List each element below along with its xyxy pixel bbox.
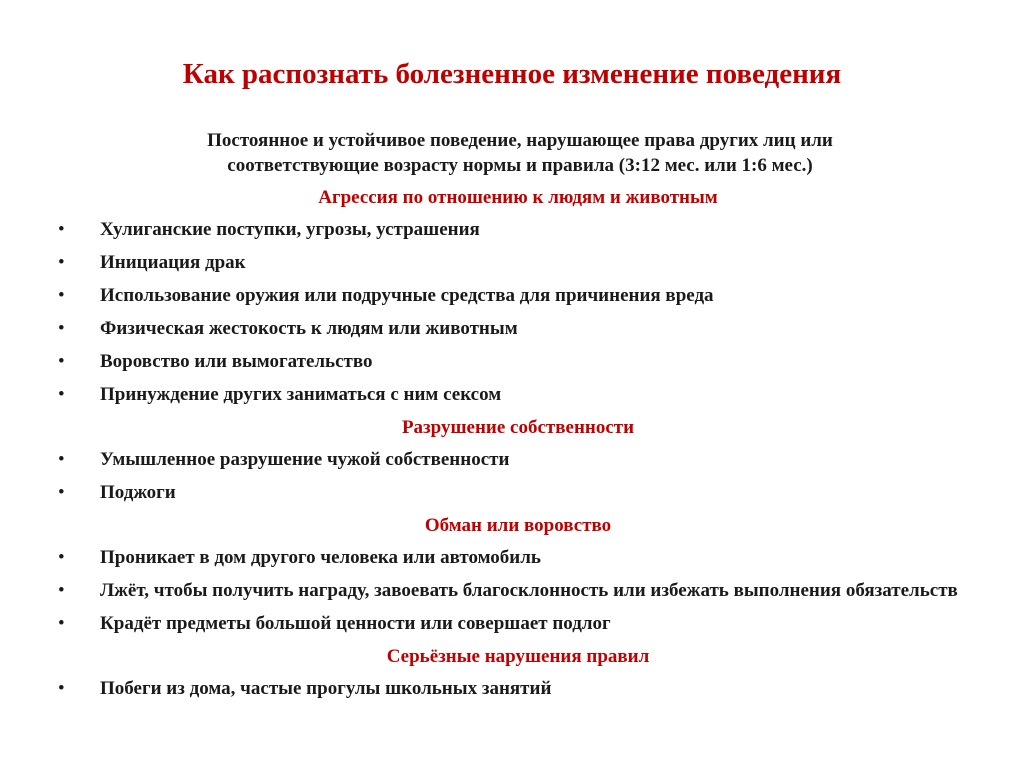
bullet-icon: •: [58, 318, 65, 339]
list-item-text: Принуждение других заниматься с ним сексом: [100, 384, 502, 405]
section-heading: Обман или воровство: [424, 515, 612, 536]
list-item: [58, 448, 978, 472]
list-item-text: Использование оружия или подручные средства для причинения вреда: [100, 285, 714, 306]
bullet-icon: •: [58, 613, 65, 634]
list-item-text: Побеги из дома, частые прогулы школьных занятий: [100, 678, 552, 699]
bullet-icon: •: [58, 482, 65, 503]
slide-title: Как распознать болезненное изменение поведения: [182, 58, 842, 90]
list-item: [58, 612, 978, 636]
list-item: [58, 284, 978, 308]
intro-text: Постоянное и устойчивое поведение, нарушающее права других лиц или соответствующие возрасту нормы и правила (3:12 мес. или 1:6 мес.): [207, 130, 833, 176]
list-item: [58, 546, 978, 570]
list-item: [58, 677, 978, 701]
bullet-icon: •: [58, 449, 65, 470]
bullet-icon: •: [58, 547, 65, 568]
list-item-text: Проникает в дом другого человека или автомобиль: [100, 547, 541, 568]
bullet-icon: •: [58, 384, 65, 405]
list-item-text: Крадёт предметы большой ценности или совершает подлог: [100, 613, 611, 634]
bullet-icon: •: [58, 252, 65, 273]
section-heading: Агрессия по отношению к людям и животным: [318, 187, 718, 208]
list-item: [58, 218, 978, 242]
section-heading: Разрушение собственности: [401, 417, 635, 438]
list-item: [58, 317, 978, 341]
list-item-text: Инициация драк: [100, 252, 246, 273]
list-item: [58, 383, 978, 407]
list-item: [58, 251, 978, 275]
bullet-icon: •: [58, 285, 65, 306]
bullet-icon: •: [58, 580, 65, 601]
list-item-text: Физическая жестокость к людям или животным: [100, 318, 518, 339]
list-item: [58, 481, 978, 505]
criteria-list: [58, 186, 978, 710]
list-item-text: Умышленное разрушение чужой собственности: [100, 449, 510, 470]
list-item-text: Хулиганские поступки, угрозы, устрашения: [100, 219, 480, 240]
list-item: [58, 350, 978, 374]
bullet-icon: •: [58, 351, 65, 372]
bullet-icon: •: [58, 678, 65, 699]
list-item: [58, 579, 978, 603]
list-item-text: Лжёт, чтобы получить награду, завоевать благосклонность или избежать выполнения обязательств: [100, 580, 958, 601]
bullet-icon: •: [58, 219, 65, 240]
list-item-text: Поджоги: [100, 482, 176, 503]
list-item-text: Воровство или вымогательство: [100, 351, 373, 372]
section-heading: Серьёзные нарушения правил: [386, 646, 650, 667]
